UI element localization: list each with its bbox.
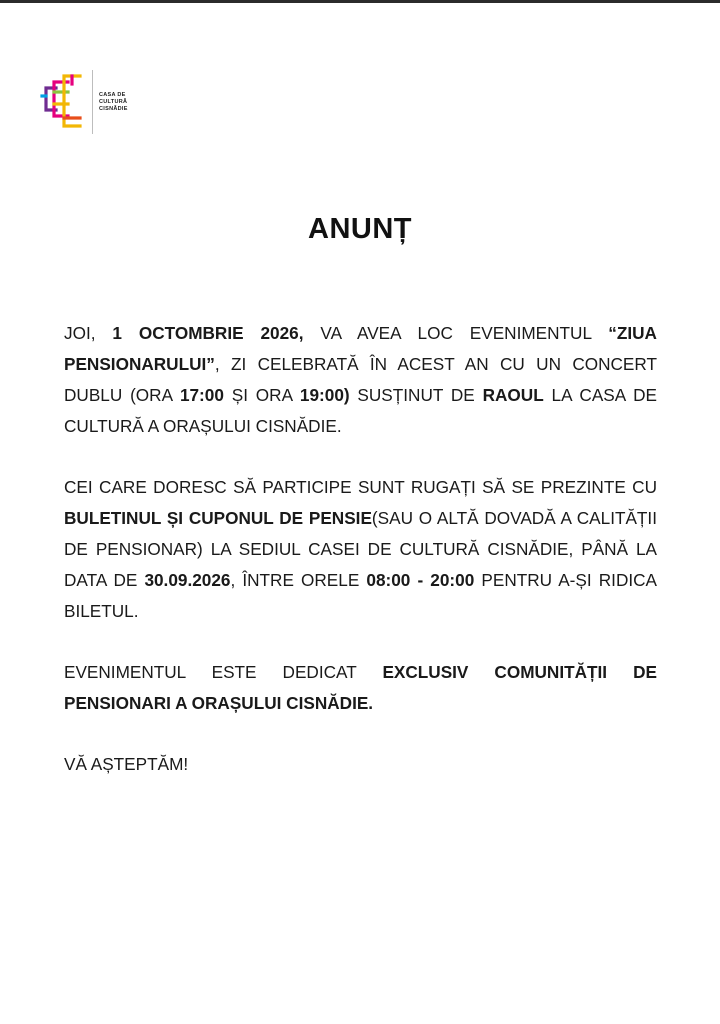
top-border: [0, 0, 720, 3]
event-name: “ZIUA PENSIONARULUI”: [64, 323, 657, 374]
artist-name: RAOUL: [482, 385, 544, 405]
logo-text: [99, 92, 139, 113]
text: CEI CARE DORESC SĂ PARTICIPE SUNT RUGAȚI SĂ SE PREZINTE CU: [64, 477, 657, 497]
text: JOI,: [64, 323, 113, 343]
paragraph-audience: [64, 657, 657, 719]
logo-line: CISNĂDIE: [99, 105, 128, 112]
text: (SAU O ALTĂ DOVADĂ A CALITĂȚII DE PENSIONAR) LA SEDIUL CASEI DE CULTURĂ CISNĂDIE, PÂNĂ LA DATA DE: [64, 508, 657, 590]
pickup-hours: 08:00 - 20:00: [366, 570, 475, 590]
text: SUSȚINUT DE: [349, 385, 483, 405]
audience-note: EXCLUSIV COMUNITĂȚII DE PENSIONARI A ORAȘULUI CISNĂDIE.: [64, 662, 657, 713]
announcement-body: [64, 318, 657, 810]
page-title: ANUNȚ: [308, 213, 412, 245]
required-documents: BULETINUL ȘI CUPONUL DE PENSIE: [64, 508, 372, 528]
text: , ÎNTRE ORELE: [230, 570, 367, 590]
text: , ZI CELEBRATĂ ÎN ACEST AN CU UN CONCERT DUBLU (ORA: [64, 354, 657, 405]
paragraph-instructions: [64, 472, 657, 627]
deadline-date: 30.09.2026: [144, 570, 231, 590]
second-concert-time: 19:00): [299, 385, 350, 405]
text: LA CASA DE CULTURĂ A ORAȘULUI CISNĂDIE.: [64, 385, 657, 436]
logo-divider: [92, 70, 93, 134]
text: VA AVEA LOC EVENIMENTUL: [303, 323, 609, 343]
closing-line: VĂ AȘTEPTĂM!: [64, 754, 189, 774]
paragraph-event: [64, 318, 657, 442]
logo-line: CASA DE: [99, 91, 126, 98]
casa-de-cultura-logo-icon: [38, 70, 88, 134]
text: ȘI ORA: [223, 385, 300, 405]
logo-line: CULTURĂ: [99, 98, 128, 105]
text: EVENIMENTUL ESTE DEDICAT: [64, 662, 383, 682]
logo: [38, 70, 139, 134]
first-concert-time: 17:00: [179, 385, 224, 405]
event-date: 1 OCTOMBRIE 2026,: [112, 323, 304, 343]
text: PENTRU A-ȘI RIDICA BILETUL.: [64, 570, 658, 621]
